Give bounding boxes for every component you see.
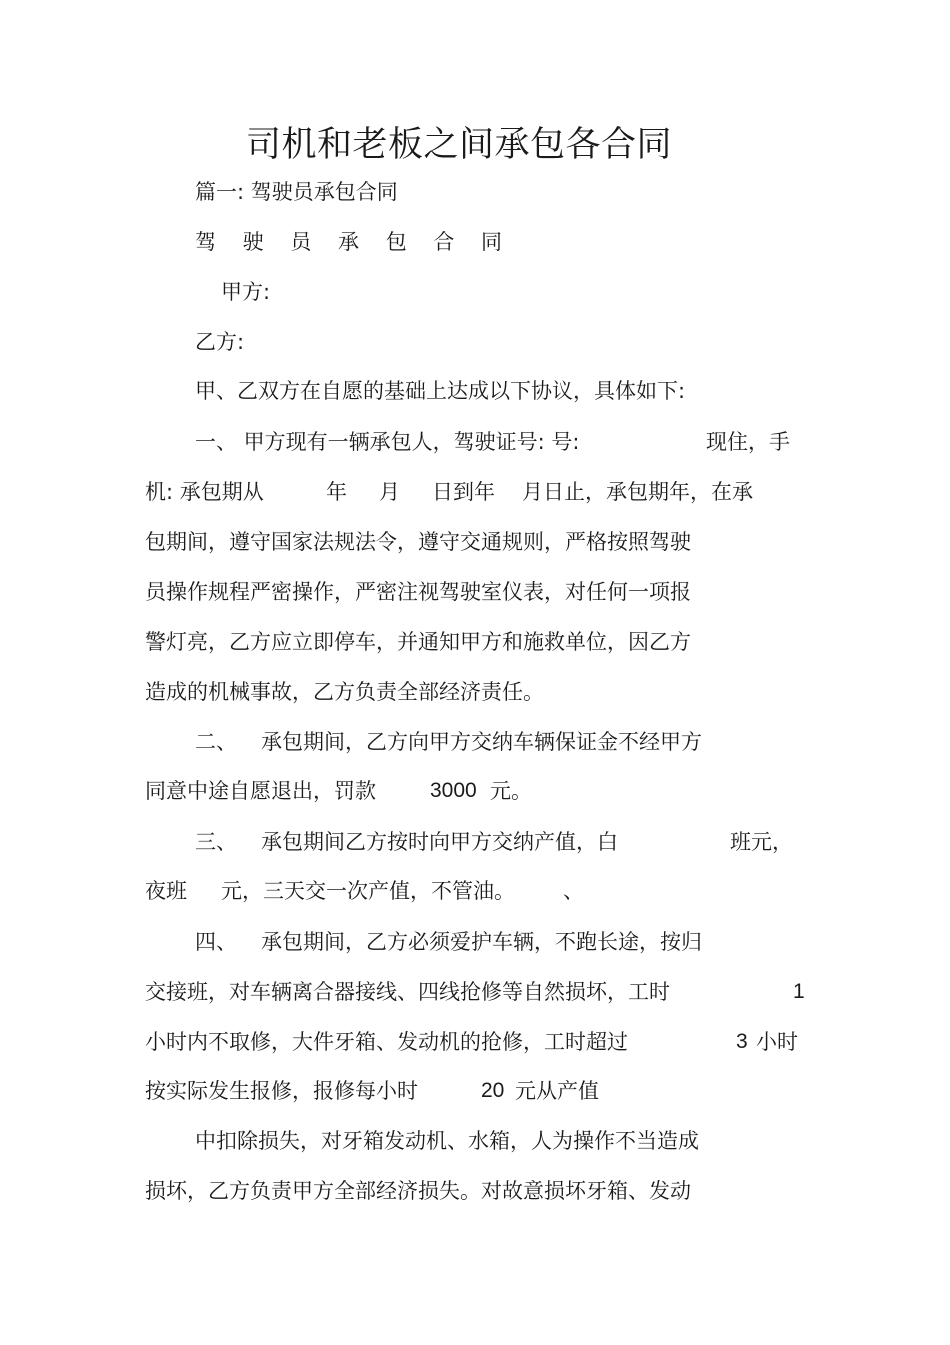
clause4-line2-b: 1 [793,980,805,1003]
clause4-line4-b: 20 [481,1079,505,1102]
clause3-number: 三、 [195,830,237,854]
clause2-penalty-amount: 3000 [430,779,477,802]
clause2-line2-c: 元。 [490,779,532,803]
clause3-line2-c: 、 [563,879,584,903]
clause4-line3-c: 小时 [756,1030,798,1054]
clause1-line2-e: 月日止，承包期年，在承 [522,480,753,504]
clause1-line2-d: 日到年 [432,480,495,504]
clause1-line5: 警灯亮，乙方应立即停车，并通知甲方和施救单位，因乙方 [145,630,691,654]
clause4-number: 四、 [195,930,237,954]
clause3-line1-c: 班元， [730,830,793,854]
intro-paragraph: 甲、乙双方在自愿的基础上达成以下协议，具体如下: [195,379,686,403]
clause1-line2-a: 机: 承包期从 [145,480,264,504]
clause2-line1: 承包期间，乙方向甲方交纳车辆保证金不经甲方 [261,730,702,754]
clause1-line6: 造成的机械事故，乙方负责全部经济责任。 [145,680,544,704]
clause1-line1-a: 一、 甲方现有一辆承包人，驾驶证号: 号: [195,430,580,454]
clause4-line3-b: 3 [736,1030,748,1053]
clause1-line3: 包期间，遵守国家法规法令，遵守交通规则，严格按照驾驶 [145,530,691,554]
clause4-line5: 中扣除损失，对牙箱发动机、水箱，人为操作不当造成 [195,1129,699,1153]
clause4-line2-a: 交接班，对车辆离合器接线、四线抢修等自然损坏，工时 [145,980,670,1004]
clause1-line2-b: 年 [326,480,347,504]
clause4-line1-b: 承包期间，乙方必须爱护车辆，不跑长途，按归 [261,930,702,954]
document-title: 司机和老板之间承包各合同 [245,125,672,165]
clause2-number: 二、 [195,730,237,754]
clause3-line2-b: 元，三天交一次产值，不管油。 [221,879,515,903]
clause1-line2-c: 月 [379,480,400,504]
clause4-line6: 损坏，乙方负责甲方全部经济损失。对故意损坏牙箱、发动 [145,1179,691,1203]
party-a-label: 甲方: [221,280,271,304]
clause4-line4-c: 元从产值 [515,1079,599,1103]
section-heading: 篇一: 驾驶员承包合同 [195,180,398,204]
clause1-line1-b: 现住，手 [706,430,790,454]
clause4-line4-a: 按实际发生报修，报修每小时 [145,1079,418,1103]
clause3-line2-a: 夜班 [145,879,187,903]
clause2-line2-a: 同意中途自愿退出，罚款 [145,779,376,803]
clause3-line1-b: 承包期间乙方按时向甲方交纳产值，白 [261,830,618,854]
clause1-line4: 员操作规程严密操作，严密注视驾驶室仪表，对任何一项报 [145,580,691,604]
party-b-label: 乙方: [195,330,245,354]
clause4-line3-a: 小时内不取修，大件牙箱、发动机的抢修，工时超过 [145,1030,628,1054]
contract-title: 驾 驶 员 承 包 合 同 [195,230,513,254]
